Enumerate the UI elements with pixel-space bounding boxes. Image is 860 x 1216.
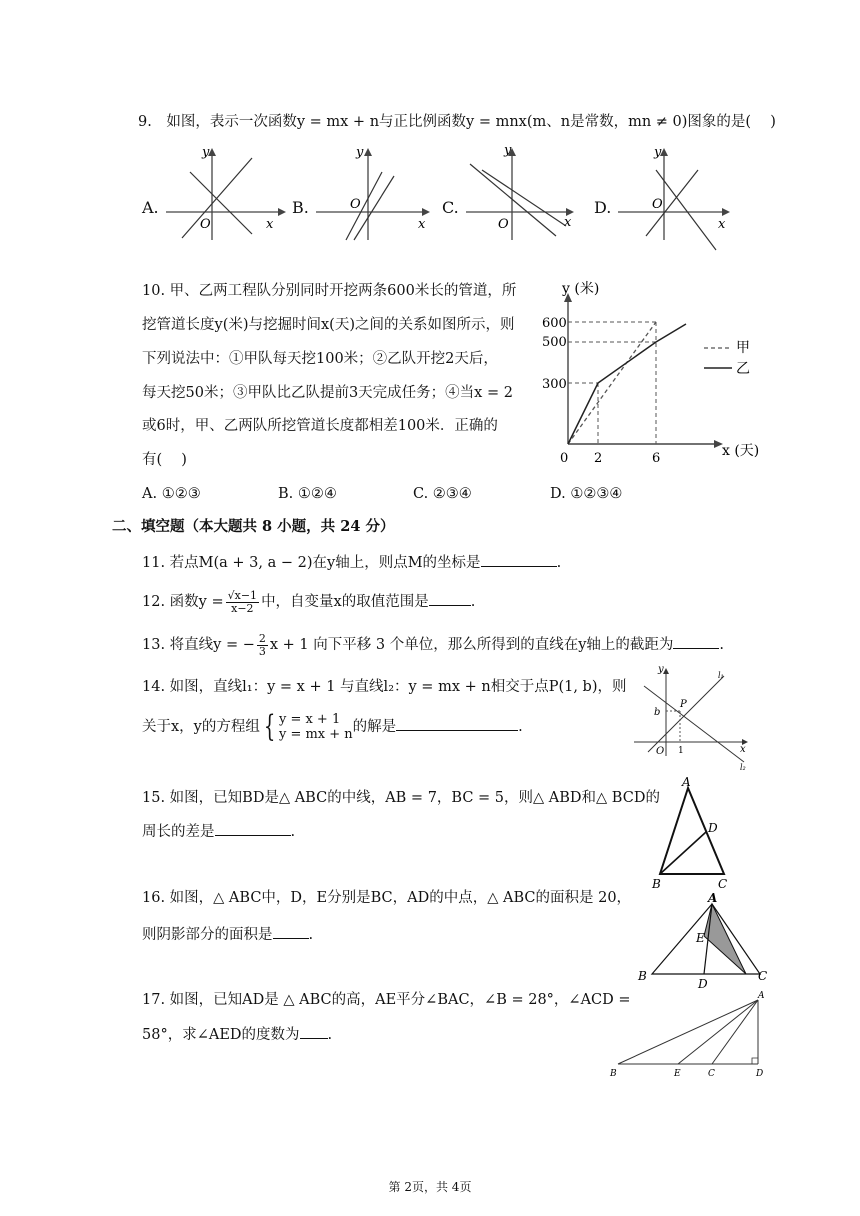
svg-text:B: B: [610, 1069, 617, 1079]
q11-answer-blank[interactable]: [481, 552, 557, 567]
q10-line-5: 或6时，甲、乙两队所挖管道长度都相差100米．正确的: [142, 418, 498, 434]
q12-text: 12. 函数y = $\frac{√x-1}{x-2}$ 中，自变量x的取值范围是 .: [142, 588, 476, 615]
q9-graph-a: [160, 142, 290, 242]
svg-text:O: O: [350, 197, 361, 212]
q11-text: 11. 若点M(a + 3, a − 2)在y轴上，则点M的坐标是 .: [142, 552, 561, 573]
q10-legend-jia: 甲: [736, 340, 750, 356]
svg-text:O: O: [498, 217, 509, 232]
svg-text:B: B: [652, 877, 661, 891]
svg-text:E: E: [696, 931, 705, 945]
svg-text:D: D: [756, 1069, 764, 1079]
q15-line-1: 15. 如图，已知BD是△ ABC的中线，AB = 7，BC = 5，则△ ABD和△ BCD的: [142, 790, 660, 806]
q12-fraction: $\frac{√x-1}{x-2}$: [227, 588, 258, 615]
svg-text:P: P: [680, 699, 687, 710]
q9-option-d-label: D.: [594, 198, 612, 217]
svg-text:A: A: [682, 775, 691, 789]
svg-text:C: C: [708, 1069, 715, 1079]
q14-line-2: 关于x，y的方程组 { y = x + 1 y = mx + n 的解是 .: [142, 709, 523, 744]
q10-xtick-0: 0: [560, 451, 569, 466]
svg-text:D: D: [708, 821, 718, 835]
q10-option-a: A. ①②③: [142, 486, 201, 502]
q10-line-2: 挖管道长度y(米)与挖掘时间x(天)之间的关系如图所示，则: [142, 317, 515, 333]
svg-text:E: E: [674, 1069, 681, 1079]
q13-answer-blank[interactable]: [673, 634, 719, 649]
svg-text:A: A: [758, 991, 765, 1001]
q10-xtick-6: 6: [652, 451, 661, 466]
q10-option-c: C. ②③④: [413, 486, 472, 502]
q10-option-b: B. ①②④: [278, 486, 337, 502]
q10-xtick-2: 2: [594, 451, 603, 466]
svg-text:O: O: [656, 746, 665, 757]
q14-system: y = x + 1 y = mx + n: [278, 712, 353, 742]
q15-answer-blank[interactable]: [215, 821, 291, 836]
svg-text:O: O: [652, 197, 663, 212]
q14-answer-blank[interactable]: [396, 716, 518, 731]
q13-text: 13. 将直线y = − $\frac{2}{3}$ x + 1 向下平移 3 个单位，那么所得到的直线在y轴上的截距为 .: [142, 631, 725, 658]
svg-text:B: B: [638, 969, 647, 983]
svg-text:b: b: [654, 707, 661, 718]
q9-option-a-label: A.: [142, 198, 159, 217]
svg-text:y: y: [658, 664, 664, 675]
q16-line-1: 16. 如图，△ ABC中，D，E分别是BC，AD的中点，△ ABC的面积是 20，: [142, 890, 632, 906]
q17-line-2: 58°，求∠AED的度数为 .: [142, 1024, 332, 1045]
q10-ytick-300: 300: [542, 377, 567, 392]
q13-fraction: $\frac{2}{3}$: [258, 631, 266, 658]
q9a-origin: O: [200, 217, 211, 232]
svg-text:l₁: l₁: [718, 671, 724, 680]
q9-graph-d: [612, 142, 742, 242]
q14-figure: [630, 664, 760, 774]
svg-text:l₂: l₂: [740, 763, 746, 772]
q10-x-label: x (天): [722, 443, 760, 459]
svg-text:x: x: [718, 217, 726, 232]
svg-text:x: x: [564, 215, 572, 230]
svg-text:D: D: [698, 977, 708, 991]
svg-text:y: y: [504, 143, 512, 158]
q15-line-2: 周长的差是 .: [142, 821, 295, 842]
q9-text: 9. 如图，表示一次函数y = mx + n与正比例函数y = mnx(m、n是常数，mn ≠ 0)图象的是( ): [138, 114, 776, 130]
svg-text:y: y: [654, 145, 662, 160]
svg-text:x: x: [418, 217, 426, 232]
q9-graph-c: [460, 140, 590, 242]
svg-text:C: C: [718, 877, 728, 891]
q9a-y: y: [202, 145, 210, 160]
q10-line-4: 每天挖50米；③甲队比乙队提前3天完成任务；④当x = 2: [142, 385, 513, 401]
q16-answer-blank[interactable]: [273, 924, 309, 939]
q12-answer-blank[interactable]: [429, 591, 471, 606]
q10-line-3: 下列说法中：①甲队每天挖100米；②乙队开挖2天后，: [142, 351, 498, 367]
svg-text:A: A: [708, 891, 718, 905]
q10-ytick-600: 600: [542, 316, 567, 331]
q10-option-d: D. ①②③④: [550, 486, 623, 502]
q14-line-1: 14. 如图，直线l₁：y = x + 1 与直线l₂：y = mx + n相交于点P(1, b)，则: [142, 679, 627, 695]
q10-y-label: y (米): [562, 281, 600, 297]
q10-chart: [530, 276, 790, 476]
q10-legend-yi: 乙: [736, 361, 750, 377]
q10-line-6: 有( ): [142, 452, 187, 468]
q16-line-2: 则阴影部分的面积是 .: [142, 924, 313, 945]
q9-option-b-label: B.: [292, 198, 309, 217]
q9-graph-b: [310, 142, 440, 242]
q15-figure: [648, 776, 738, 892]
svg-text:y: y: [356, 145, 364, 160]
q17-answer-blank[interactable]: [300, 1024, 328, 1039]
q9-option-c-label: C.: [442, 198, 459, 217]
q17-line-1: 17. 如图，已知AD是 △ ABC的高，AE平分∠BAC，∠B = 28°，∠ACD =: [142, 992, 631, 1008]
q10-line-1: 10. 甲、乙两工程队分别同时开挖两条600米长的管道，所: [142, 283, 517, 299]
section-2-title: 二、填空题（本大题共 8 小题，共 24 分）: [112, 518, 395, 535]
page-footer: 第 2页，共 4页: [388, 1180, 472, 1194]
svg-text:1: 1: [678, 746, 684, 756]
q10-ytick-500: 500: [542, 335, 567, 350]
q9a-x: x: [266, 217, 274, 232]
svg-text:C: C: [758, 969, 768, 983]
svg-text:x: x: [740, 744, 746, 755]
q16-figure: [632, 890, 782, 994]
q17-figure: [604, 988, 774, 1080]
